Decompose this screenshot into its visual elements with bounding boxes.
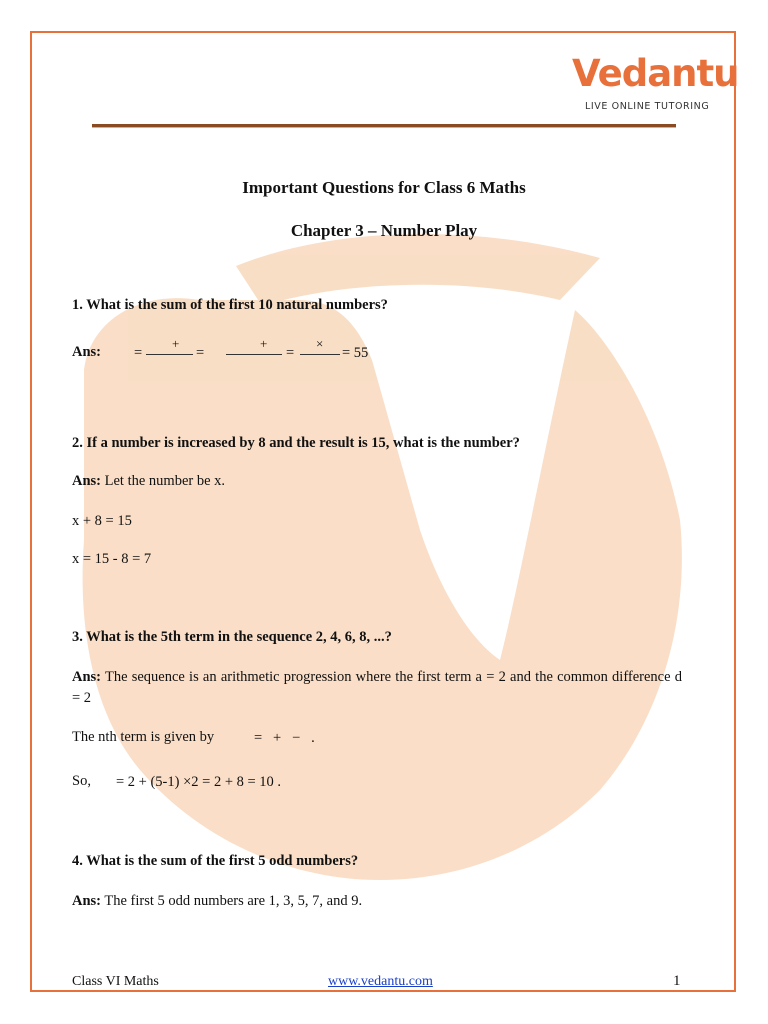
- question-3: 3. What is the 5th term in the sequence 2, 4, 6, 8, ...?: [72, 629, 392, 645]
- answer-3-formula-intro: The nth term is given by: [72, 729, 215, 745]
- equals-sign: =: [134, 345, 143, 361]
- answer-3-formula-line: [72, 729, 214, 746]
- answer-3-result-line: [72, 773, 91, 790]
- page-number: 1: [673, 973, 681, 989]
- logo-tagline: LIVE ONLINE TUTORING: [585, 101, 710, 112]
- answer-3-text: The sequence is an arithmetic progression where the first term a = 2 and the common difference d = 2: [72, 669, 682, 706]
- answer-label: Ans:: [72, 669, 102, 685]
- question-2: 2. If a number is increased by 8 and the result is 15, what is the number?: [72, 435, 520, 451]
- fraction-bar: [146, 354, 193, 355]
- chapter-title: Chapter 3 – Number Play: [290, 221, 478, 240]
- answer-2-text: Let the number be x.: [104, 473, 226, 489]
- answer-2-step-2: x = 15 - 8 = 7: [72, 551, 152, 567]
- answer-4-line: [72, 893, 362, 910]
- footer-website-link[interactable]: www.vedantu.com: [328, 974, 433, 989]
- answer-3-result: = 2 + (5-1) ×2 = 2 + 8 = 10 .: [116, 774, 282, 790]
- answer-2-step-1: x + 8 = 15: [72, 513, 132, 529]
- logo-wordmark: Vedantu: [572, 52, 739, 95]
- equals-sign: =: [286, 345, 295, 361]
- answer-label: Ans:: [72, 344, 102, 360]
- answer-label: Ans:: [72, 473, 102, 489]
- answer-1-result: = 55: [342, 345, 369, 361]
- question-4: 4. What is the sum of the first 5 odd numbers?: [72, 853, 359, 869]
- answer-3-paragraph: [72, 667, 682, 709]
- answer-label: Ans:: [72, 893, 102, 909]
- page-border: [30, 31, 736, 992]
- answer-2-line: [72, 473, 225, 490]
- question-1: 1. What is the sum of the first 10 natural numbers?: [72, 297, 388, 313]
- fraction-bar: [300, 354, 340, 355]
- footer-class-label: Class VI Maths: [72, 974, 159, 989]
- answer-1-label-line: [72, 344, 101, 361]
- answer-4-text: The first 5 odd numbers are 1, 3, 5, 7, and 9.: [104, 893, 363, 909]
- vedantu-logo: [572, 52, 739, 118]
- nth-term-formula: = + − .: [254, 730, 315, 746]
- header-rule: [92, 124, 676, 128]
- plus-sign: +: [260, 336, 268, 351]
- fraction-bar: [226, 354, 282, 355]
- plus-sign: +: [172, 336, 180, 351]
- times-sign: ×: [316, 336, 324, 351]
- equals-sign: =: [196, 345, 205, 361]
- answer-3-so-label: So,: [72, 773, 91, 789]
- page-title: Important Questions for Class 6 Maths: [242, 178, 526, 197]
